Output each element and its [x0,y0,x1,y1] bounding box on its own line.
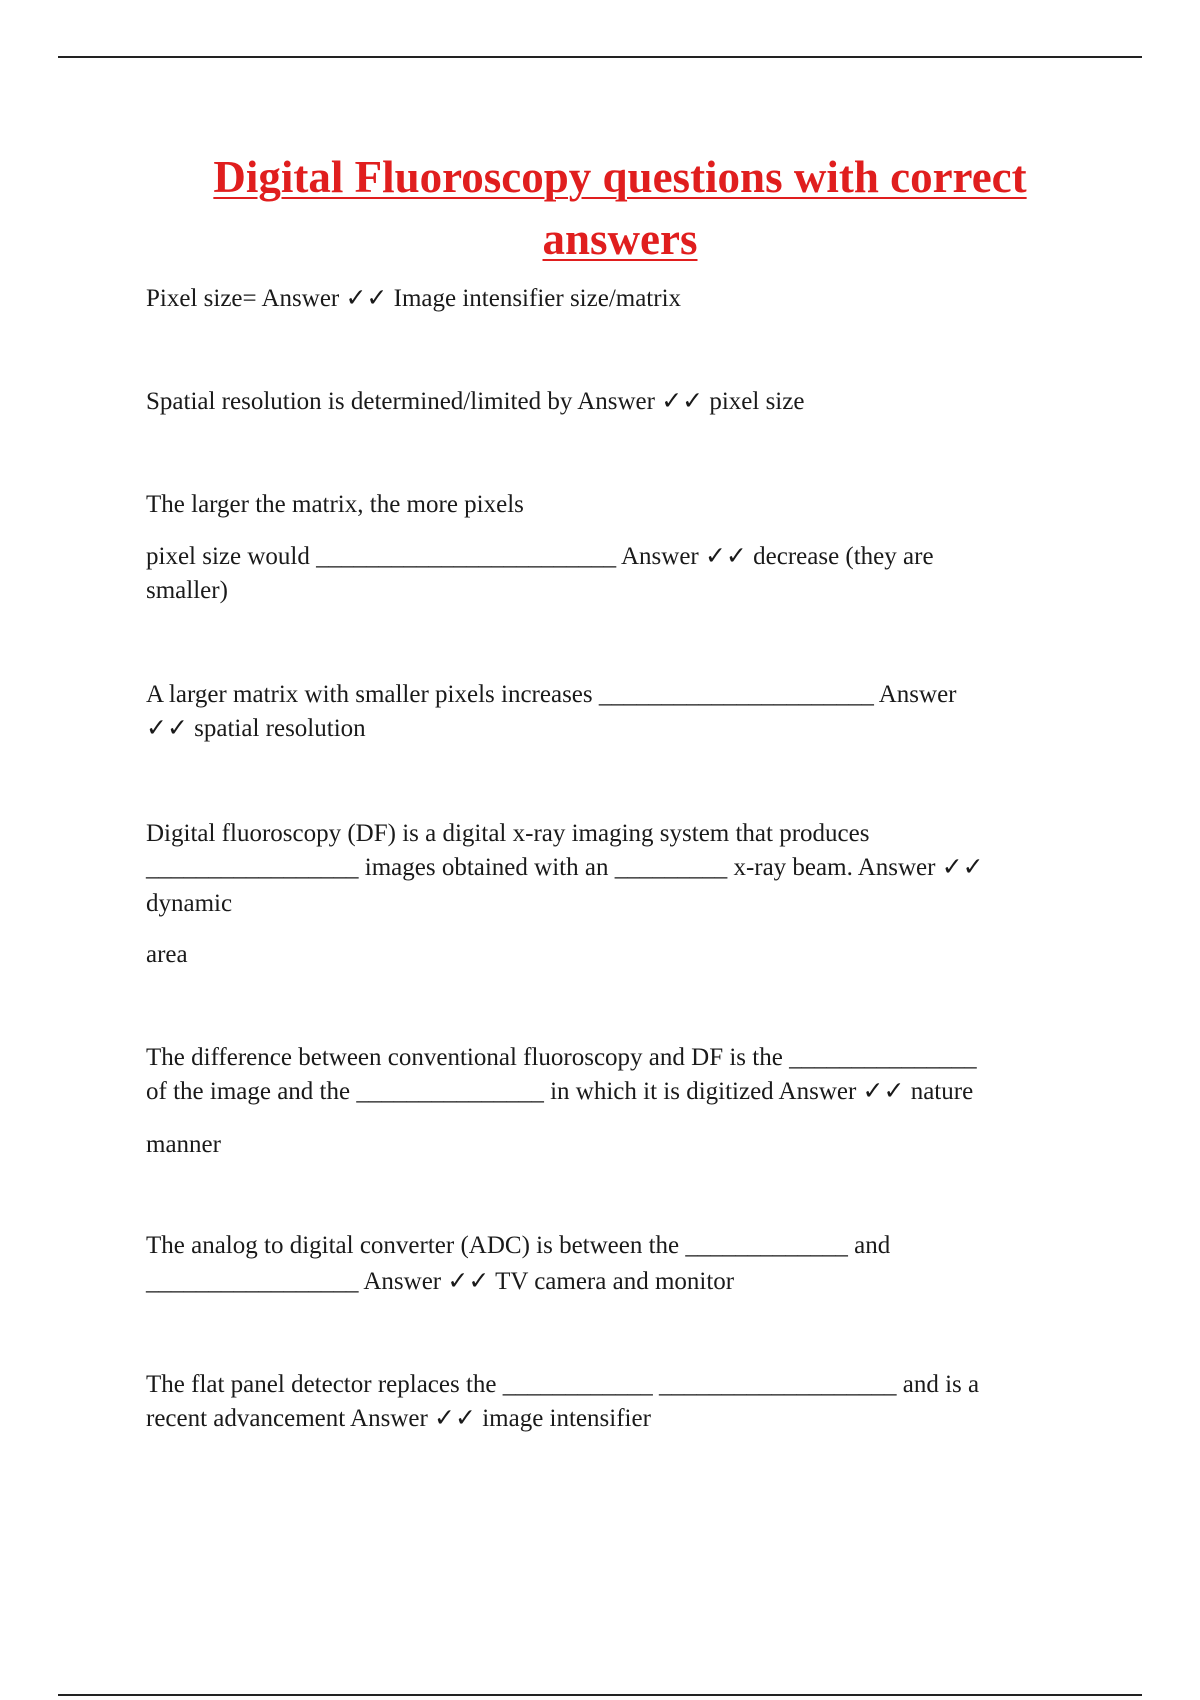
qa-line-16: _________________ Answer ✓✓ TV camera and monitor [146,1268,735,1295]
qa-line-7: ✓✓ spatial resolution [146,715,366,742]
qa-line-8: Digital fluoroscopy (DF) is a digital x-ray imaging system that produces [146,820,870,847]
qa-line-15: The analog to digital converter (ADC) is between the _____________ and [146,1232,891,1259]
qa-line-4: pixel size would ________________________ Answer ✓✓ decrease (they are [146,543,934,570]
qa-line-13: of the image and the _______________ in which it is digitized Answer ✓✓ nature [146,1078,974,1105]
bottom-rule [58,1694,1142,1696]
qa-line-10: dynamic [146,890,233,917]
qa-line-18: recent advancement Answer ✓✓ image intensifier [146,1405,651,1432]
qa-line-3: The larger the matrix, the more pixels [146,491,524,518]
qa-line-9: _________________ images obtained with an _________ x-ray beam. Answer ✓✓ [146,854,984,881]
qa-line-11: area [146,941,188,968]
title-line-2: answers [542,214,698,264]
qa-line-6: A larger matrix with smaller pixels increases ______________________ Answer [146,681,957,708]
qa-line-5: smaller) [146,577,228,604]
page-title [0,146,1200,270]
qa-line-1: Pixel size= Answer ✓✓ Image intensifier size/matrix [146,285,682,312]
qa-line-12: The difference between conventional fluoroscopy and DF is the _______________ [146,1044,977,1071]
qa-line-17: The flat panel detector replaces the ____________ ___________________ and is a [146,1371,980,1398]
top-rule [58,56,1142,58]
title-line-1: Digital Fluoroscopy questions with correct [213,152,1027,202]
qa-line-2: Spatial resolution is determined/limited by Answer ✓✓ pixel size [146,388,805,415]
qa-line-14: manner [146,1131,221,1158]
